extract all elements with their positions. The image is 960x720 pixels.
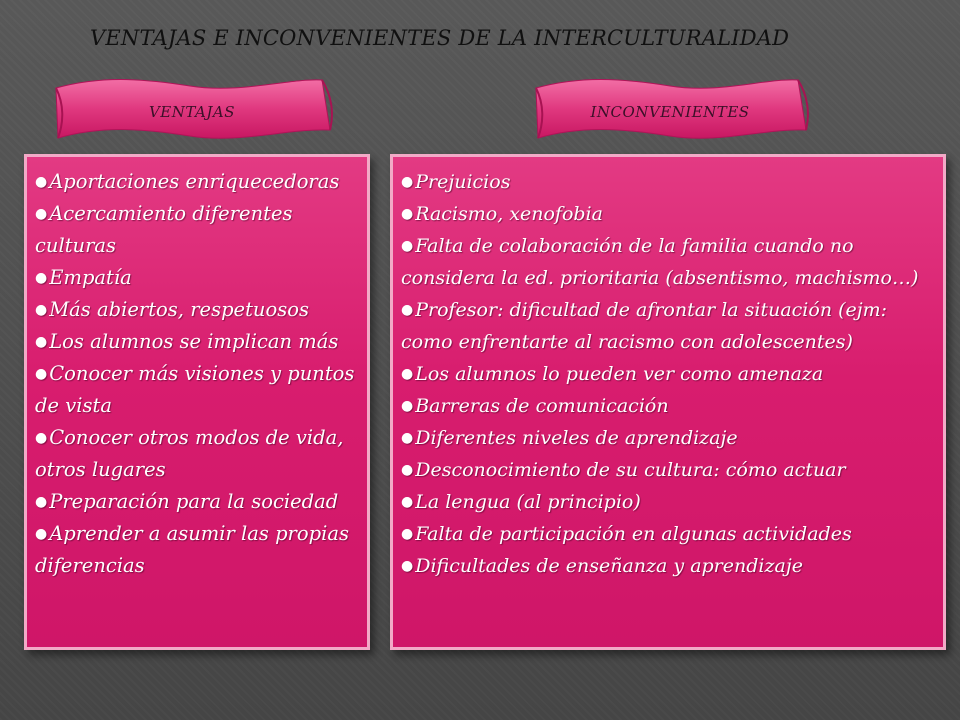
- inconvenientes-list: [401, 166, 929, 582]
- bullet-icon: ●: [35, 206, 48, 222]
- list-item: ● Más abiertos, respetuosos: [35, 298, 309, 321]
- list-item: ● Los alumnos se implican más: [35, 330, 339, 353]
- list-item: ● Prejuicios: [401, 171, 511, 193]
- list-item: ● La lengua (al principio): [401, 491, 641, 513]
- list-item: ● Diferentes niveles de aprendizaje: [401, 427, 738, 449]
- bullet-icon: ●: [35, 494, 48, 510]
- bullet-icon: ●: [401, 398, 414, 414]
- list-item: ● Preparación para la sociedad: [35, 490, 339, 513]
- inconvenientes-label: INCONVENIENTES: [590, 103, 750, 121]
- bullet-icon: ●: [401, 302, 414, 318]
- list-item: ● Conocer otros modos de vida, otros lugares: [35, 426, 344, 481]
- ventajas-list: [35, 166, 357, 582]
- bullet-icon: ●: [401, 430, 414, 446]
- bullet-icon: ●: [35, 526, 48, 542]
- bullet-icon: ●: [35, 366, 48, 382]
- list-item: ● Dificultades de enseñanza y aprendizaje: [401, 555, 803, 577]
- bullet-icon: ●: [35, 430, 48, 446]
- bullet-icon: ●: [35, 334, 48, 350]
- bullet-icon: ●: [401, 174, 414, 190]
- bullet-icon: ●: [401, 206, 414, 222]
- list-item: ● Empatía: [35, 266, 132, 289]
- inconvenientes-ribbon: [530, 74, 810, 160]
- bullet-icon: ●: [401, 558, 414, 574]
- list-item: ● Racismo, xenofobia: [401, 203, 603, 225]
- list-item: ● Aprender a asumir las propias diferencias: [35, 522, 349, 577]
- bullet-icon: ●: [401, 494, 414, 510]
- ventajas-panel: [24, 154, 370, 650]
- list-item: ● Acercamiento diferentes culturas: [35, 202, 293, 257]
- bullet-icon: ●: [401, 526, 414, 542]
- list-item: ● Los alumnos lo pueden ver como amenaza: [401, 363, 824, 385]
- list-item: ● Desconocimiento de su cultura: cómo actuar: [401, 459, 846, 481]
- bullet-icon: ●: [401, 366, 414, 382]
- inconvenientes-panel: [390, 154, 946, 650]
- list-item: ● Aportaciones enriquecedoras: [35, 170, 340, 193]
- ventajas-ribbon: [50, 74, 334, 160]
- bullet-icon: ●: [401, 238, 414, 254]
- bullet-icon: ●: [401, 462, 414, 478]
- ventajas-label: VENTAJAS: [148, 103, 236, 121]
- list-item: ● Conocer más visiones y puntos de vista: [35, 362, 355, 417]
- list-item: ● Barreras de comunicación: [401, 395, 669, 417]
- list-item: ● Falta de colaboración de la familia cuando no considera la ed. prioritaria (absentismo, machismo…): [401, 235, 919, 289]
- bullet-icon: ●: [35, 302, 48, 318]
- list-item: ● Profesor: dificultad de afrontar la situación (ejm: como enfrentarte al racismo con adolescentes): [401, 299, 888, 353]
- bullet-icon: ●: [35, 174, 48, 190]
- slide-title: VENTAJAS E INCONVENIENTES DE LA INTERCULTURALIDAD: [90, 26, 790, 50]
- list-item: ● Falta de participación en algunas actividades: [401, 523, 852, 545]
- bullet-icon: ●: [35, 270, 48, 286]
